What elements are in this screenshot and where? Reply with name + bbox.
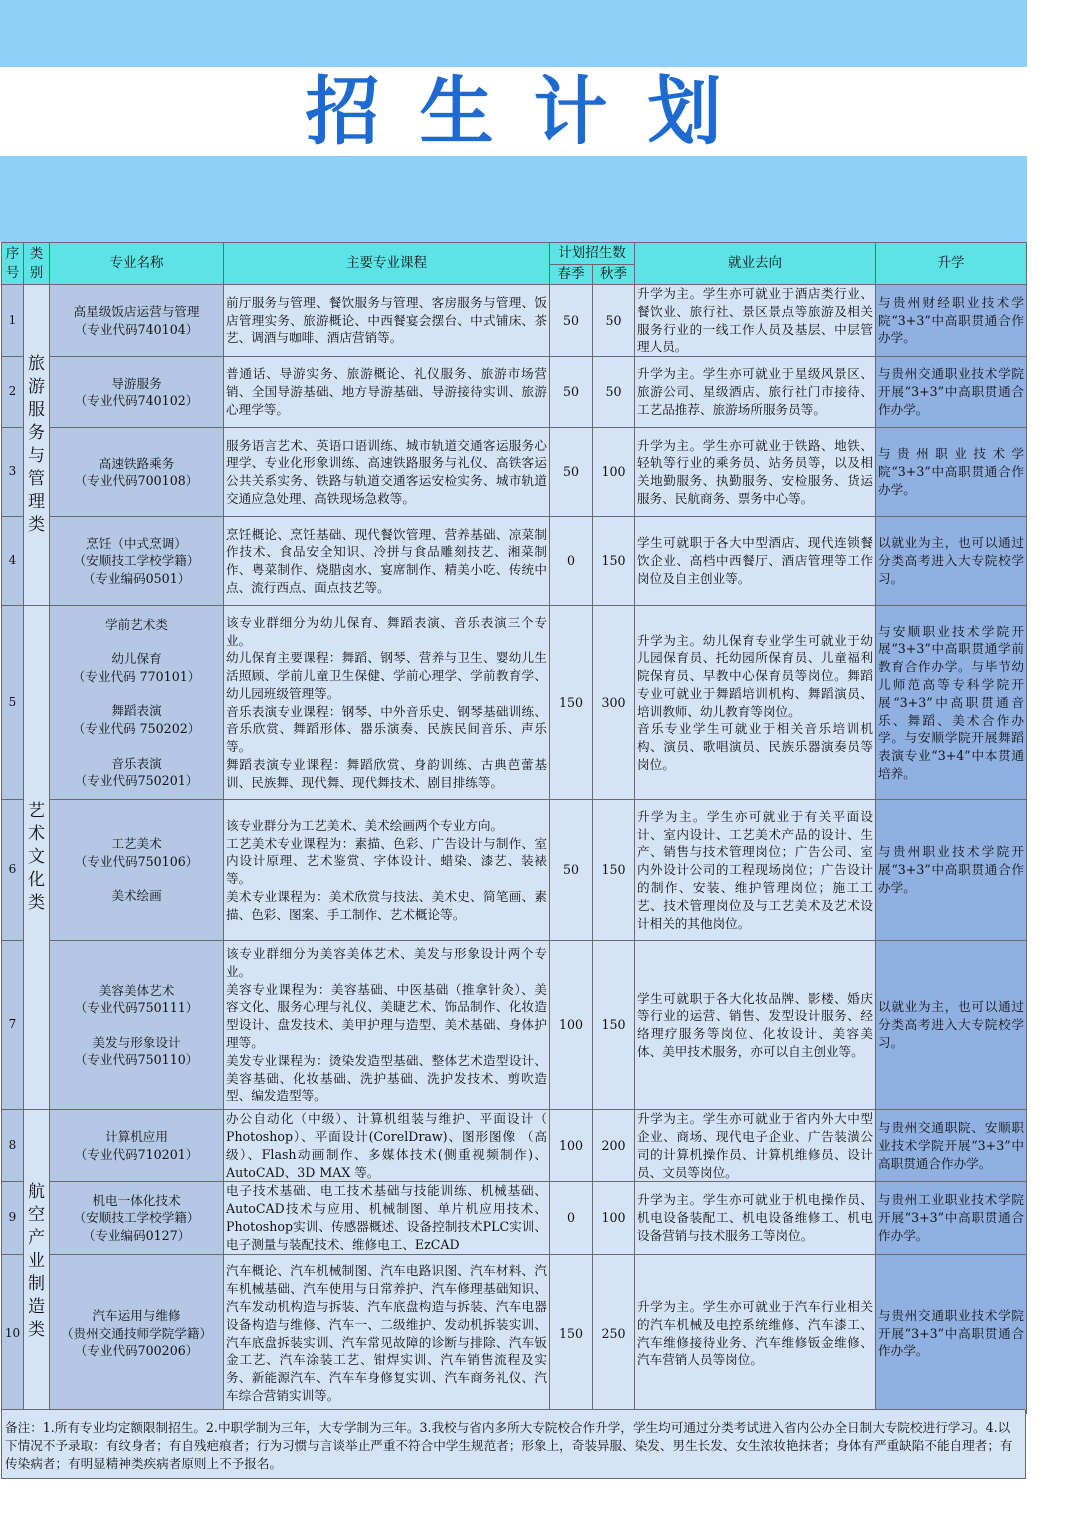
table-row (2, 941, 1027, 1110)
row-index: 7 (2, 941, 24, 1110)
major-name-line: （专业代码740104） (74, 321, 199, 337)
courses-cell (224, 517, 550, 606)
major-name-line: 工艺美术 (111, 836, 162, 852)
major-name-cell (50, 1254, 224, 1413)
employment-cell (635, 357, 876, 428)
spring-count: 0 (550, 517, 593, 606)
courses-cell (224, 1182, 550, 1254)
page-title: 招生计划 (305, 69, 762, 155)
spring-count: 50 (550, 428, 593, 517)
header-spring: 春季 (550, 265, 593, 285)
course-paragraph: 幼儿保育主要课程：舞蹈、钢琴、营养与卫生、婴幼儿生活照顾、学前儿童卫生保健、学前心理学、学前教育学、幼儿园班级管理等。 (226, 650, 547, 701)
autumn-count: 100 (593, 1182, 635, 1254)
table-row (2, 606, 1027, 800)
major-name-line: 高速铁路乘务 (98, 455, 175, 471)
major-name-cell (50, 357, 224, 428)
further-study-cell: 与贵州交通职院、安顺职业技术学院开展“3+3”中高职贯通合作办学。 (876, 1110, 1027, 1182)
major-name-line: （专业代码750106） (74, 853, 199, 869)
course-paragraph: 该专业群细分为幼儿保育、舞蹈表演、音乐表演三个专业。 (226, 614, 547, 648)
header-employment: 就业去向 (635, 243, 876, 285)
further-study-cell: 与贵州工业职业技术学院开展“3+3”中高职贯通合作办学。 (876, 1182, 1027, 1254)
category-cell (24, 285, 50, 606)
spring-count: 50 (550, 800, 593, 941)
major-name-line: 汽车运用与维修 (92, 1308, 181, 1324)
table-row (2, 357, 1027, 428)
autumn-count: 200 (593, 1110, 635, 1182)
major-name-line: 高星级饭店运营与管理 (73, 304, 200, 319)
major-name-block (52, 835, 221, 870)
autumn-count: 250 (593, 1254, 635, 1413)
course-paragraph: 服务语言艺术、英语口语训练、城市轨道交通客运服务心理学、专业化形象训练、高速铁路服务与礼仪、高铁客运公共关系实务、铁路与轨道交通客运安检实务、城市轨道交通应急处理、高铁现场急救等。 (226, 437, 547, 506)
major-name-line: 学前艺术类 (105, 616, 168, 632)
employment-paragraph: 学生可就职于各大化妆品牌、影楼、婚庆等行业的运营、销售、发型设计服务、经络理疗服务等岗位、化妆设计、美容美体、美甲技术服务，亦可以自主创业等。 (637, 990, 873, 1059)
course-paragraph: 该专业群细分为美容美体艺术、美发与形象设计两个专业。 (226, 946, 547, 979)
row-index: 1 (2, 285, 24, 357)
major-name-line: 舞蹈表演 (111, 703, 162, 719)
major-name-line: （专业编码0501） (82, 570, 191, 586)
major-name-block (52, 755, 221, 790)
header-name: 专业名称 (50, 243, 224, 285)
spring-count: 50 (550, 285, 593, 357)
major-name-block (52, 650, 221, 685)
major-name-block (52, 303, 221, 338)
further-study-cell: 以就业为主，也可以通过分类高考进入大专院校学习。 (876, 941, 1027, 1110)
employment-cell (635, 517, 876, 606)
header-banner (0, 156, 1027, 242)
row-index: 6 (2, 800, 24, 941)
employment-paragraph: 升学为主。学生亦可就业于星级风景区、旅游公司、星级酒店、旅行社门市接待、工艺品推荐、旅游场所服务员等。 (637, 366, 873, 418)
major-name-line: （安顺技工学校学籍） (73, 1210, 200, 1226)
major-name-block (52, 1034, 221, 1069)
major-name-line: 机电一体化技术 (92, 1192, 181, 1208)
category-label: 航空产业制造类 (28, 1181, 45, 1340)
further-study-cell: 与安顺职业技术学院开展“3+3”中高职贯通学前教育合作办学。与毕节幼儿师范高等专科学院开展“3+3”中高职贯通音乐、舞蹈、美术合作办学。与安顺学院开展舞蹈表演专业“3+4”中本贯通培养。 (876, 606, 1027, 800)
major-name-line: 烹饪（中式烹调） (86, 535, 187, 551)
remarks: 备注：1.所有专业均定额限制招生。2.中职学制为三年，大专学制为三年。3.我校与省内多所大专院校合作升学，学生均可通过分类考试进入省内公办全日制大专院校进行学习。4.以下情况不予录取：有纹身者；有自残疤痕者；行为习惯与言谈举止严重不符合中学生规范者；形象上，奇装异服、染发、男生长发、女生浓妆艳抹者；身体有严重缺陷不能自理者；有传染病者；有明显精神类疾病者原则上不予报名。 (1, 1409, 1026, 1479)
course-paragraph: 普通话、导游实务、旅游概论、礼仪服务、旅游市场营销、全国导游基础、地方导游基础、导游接待实训、旅游心理学等。 (226, 366, 547, 418)
major-name-cell (50, 800, 224, 941)
autumn-count: 150 (593, 800, 635, 941)
autumn-count: 150 (593, 517, 635, 606)
major-name-block (52, 1192, 221, 1245)
courses-cell (224, 800, 550, 941)
major-name-line: （贵州交通技师学院学籍） (60, 1325, 213, 1341)
major-name-block (52, 702, 221, 737)
table-row (2, 1254, 1027, 1413)
course-paragraph: 该专业群分为工艺美术、美术绘画两个专业方向。 (226, 817, 504, 833)
course-paragraph: 前厅服务与管理、餐饮服务与管理、客房服务与管理、饭店管理实务、旅游概论、中西餐宴会摆台、中式铺床、茶艺、调酒与咖啡、酒店营销等。 (226, 294, 547, 346)
spring-count: 100 (550, 1110, 593, 1182)
major-name-line: （专业代码700108） (74, 473, 199, 489)
course-paragraph: 电子技术基础、电工技术基础与技能训练、机械基础、AutoCAD技术与应用、机械制图、单片机应用技术、Photoshop实训、传感器概述、设备控制技术PLC实训、电子测量与装配技术、维修电工、EzCAD (226, 1183, 547, 1252)
major-name-block (52, 887, 221, 905)
major-name-line: （专业代码 770101） (72, 668, 201, 684)
table-row (2, 428, 1027, 517)
course-paragraph: 音乐表演专业课程：钢琴、中外音乐史、钢琴基础训练、音乐欣赏、舞蹈形体、器乐演奏、民族民间音乐、声乐等。 (226, 703, 547, 755)
course-paragraph: 美术专业课程为：美术欣赏与技法、美术史、简笔画、素描、色彩、图案、手工制作、艺术概论等。 (226, 888, 547, 922)
category-label: 艺术文化类 (28, 801, 45, 914)
category-label: 旅游服务与管理类 (28, 354, 45, 536)
further-study-cell: 与贵州交通职业技术学院开展“3+3”中高职贯通合作办学。 (876, 357, 1027, 428)
major-name-block (52, 375, 221, 410)
employment-paragraph: 升学为主。学生亦可就业于铁路、地铁、轻轨等行业的乘务员、站务员等，以及相关地勤服务、执勤服务、安检服务、货运服务、民航商务、票务中心等。 (637, 437, 873, 506)
course-paragraph: 办公自动化（中级）、计算机组装与维护、平面设计（ Photoshop）、平面设计(CorelDraw)、图形图像 （高级）、Flash动画制作、多媒体技术(侧重视频制作)、AutoCAD、3D MAX 等。 (226, 1111, 547, 1180)
employment-paragraph: 学生可就职于各大中型酒店、现代连锁餐饮企业、高档中西餐厅、酒店管理等工作岗位及自主创业等。 (637, 535, 873, 587)
major-name-line: （专业代码710201） (74, 1146, 199, 1162)
row-index: 8 (2, 1110, 24, 1182)
employment-cell (635, 941, 876, 1110)
employment-cell (635, 800, 876, 941)
courses-cell (224, 285, 550, 357)
course-paragraph: 工艺美术专业课程为：素描、色彩、广告设计与制作、室内设计原理、艺术鉴赏、字体设计、蜡染、漆艺、装裱等。 (226, 835, 547, 887)
major-name-cell (50, 285, 224, 357)
major-name-line: 美容美体艺术 (98, 982, 175, 998)
table-row (2, 800, 1027, 941)
employment-cell (635, 1110, 876, 1182)
row-index: 10 (2, 1254, 24, 1413)
header-further: 升学 (876, 243, 1027, 285)
autumn-count: 50 (593, 357, 635, 428)
employment-cell (635, 1254, 876, 1413)
spring-count: 150 (550, 606, 593, 800)
header-autumn: 秋季 (593, 265, 635, 285)
employment-paragraph: 升学为主。学生亦可就业于有关平面设计、室内设计、工艺美术产品的设计、生产、销售与技术管理岗位；广告公司、室内外设计公司的工程现场岗位；广告设计的制作、安装、维护管理岗位；施工工艺、技术管理岗位及与工艺美术及艺术设计相关的其他岗位。 (637, 808, 873, 931)
autumn-count: 300 (593, 606, 635, 800)
course-paragraph: 美容专业课程为：美容基础、中医基础（推拿针灸）、美容文化、服务心理与礼仪、美睫艺术、饰品制作、化妆造型设计、盘发技术、美甲护理与造型、美术基础、身体护理等。 (226, 981, 547, 1051)
courses-cell (224, 1254, 550, 1413)
employment-paragraph: 升学为主。学生亦可就业于汽车行业相关的汽车机械及电控系统维修、汽车漆工、汽车维修接待业务、汽车维修钣金维修、汽车营销人员等岗位。 (637, 1298, 873, 1368)
major-name-line: 计算机应用 (105, 1129, 168, 1145)
autumn-count: 150 (593, 941, 635, 1110)
courses-cell (224, 941, 550, 1110)
enrollment-plan-table (1, 242, 1027, 1414)
major-name-cell (50, 428, 224, 517)
major-name-line: 音乐表演 (111, 755, 162, 771)
course-paragraph: 美发专业课程为：烫染发造型基础、整体艺术造型设计、美容基础、化妆基础、洗护基础、洗护发技术、剪吹造型、编发造型等。 (226, 1052, 547, 1104)
spring-count: 150 (550, 1254, 593, 1413)
course-paragraph: 汽车概论、汽车机械制图、汽车电路识图、汽车材料、汽车机械基础、汽车使用与日常养护、汽车修理基础知识、汽车发动机构造与拆装、汽车底盘构造与拆装、汽车电器设备构造与维修、汽车一、二级维护、发动机拆装实训、汽车底盘拆装实训、汽车常见故障的诊断与排除、汽车钣金工艺、汽车涂装工艺、钳焊实训、汽车销售流程及实务、新能源汽车、汽车车身修复实训、汽车商务礼仪、汽车综合营销实训等。 (226, 1263, 547, 1403)
major-name-line: （专业代码700206） (74, 1343, 199, 1359)
spring-count: 0 (550, 1182, 593, 1254)
major-name-cell (50, 1110, 224, 1182)
employment-paragraph: 升学为主。学生亦可就业于酒店类行业、餐饮业、旅行社、景区景点等旅游及相关服务行业的一线工作人员及基层、中层管理人员。 (637, 286, 873, 355)
courses-cell (224, 428, 550, 517)
row-index: 4 (2, 517, 24, 606)
header-courses: 主要专业课程 (224, 243, 550, 285)
employment-cell (635, 285, 876, 357)
major-name-cell (50, 517, 224, 606)
autumn-count: 50 (593, 285, 635, 357)
row-index: 3 (2, 428, 24, 517)
further-study-cell: 与贵州财经职业技术学院“3+3”中高职贯通合作办学。 (876, 285, 1027, 357)
courses-cell (224, 357, 550, 428)
major-name-cell (50, 1182, 224, 1254)
spring-count: 100 (550, 941, 593, 1110)
employment-paragraph: 音乐专业学生可就业于相关音乐培训机构、演员、歌唱演员、民族乐器演奏员等岗位。 (637, 721, 873, 773)
major-name-line: （专业代码750201） (74, 773, 199, 789)
row-index: 9 (2, 1182, 24, 1254)
top-banner (0, 0, 1027, 67)
course-paragraph: 烹饪概论、烹饪基础、现代餐饮管理、营养基础、凉菜制作技术、食品安全知识、冷拼与食品雕刻技艺、湘菜制作、粤菜制作、烧腊卤水、宴席制作、精美小吃、传统中点、流行西点、面点技艺等。 (226, 526, 547, 595)
employment-paragraph: 升学为主。学生亦可就业于机电操作员、机电设备装配工、机电设备维修工、机电设备营销与技术服务工等岗位。 (637, 1192, 873, 1243)
major-name-line: （专业代码750110） (74, 1052, 199, 1068)
row-index: 2 (2, 357, 24, 428)
major-name-block (52, 982, 221, 1017)
major-name-line: 美术绘画 (111, 888, 162, 904)
table-row (2, 1110, 1027, 1182)
major-name-line: 导游服务 (111, 375, 162, 391)
major-name-line: 美发与形象设计 (92, 1034, 181, 1050)
major-name-line: （专业代码740102） (74, 393, 199, 409)
further-study-cell: 与贵州交通职业技术学院开展“3+3”中高职贯通合作办学。 (876, 1254, 1027, 1413)
spring-count: 50 (550, 357, 593, 428)
major-name-block (52, 1307, 221, 1360)
major-name-cell (50, 941, 224, 1110)
major-name-line: （专业编码0127） (82, 1227, 191, 1243)
major-name-block (52, 455, 221, 490)
major-name-cell (50, 606, 224, 800)
employment-paragraph: 升学为主。学生亦可就业于省内外大中型企业、商场、现代电子企业、广告装潢公司的计算机操作员、计算机维修员、设计员、文员等岗位。 (637, 1111, 873, 1180)
major-name-block (52, 616, 221, 634)
employment-cell (635, 428, 876, 517)
table-row (2, 1182, 1027, 1254)
header-index: 序号 (2, 243, 24, 285)
major-name-line: （专业代码 750202） (72, 720, 201, 736)
category-cell (24, 1110, 50, 1413)
courses-cell (224, 606, 550, 800)
course-paragraph: 舞蹈表演专业课程：舞蹈欣赏、身韵训练、古典芭蕾基训、民族舞、现代舞、现代舞技术、剧目排练等。 (226, 757, 547, 790)
header-category: 类别 (24, 243, 50, 285)
major-name-line: （安顺技工学校学籍） (73, 553, 200, 569)
row-index: 5 (2, 606, 24, 800)
major-name-block (52, 1128, 221, 1163)
table-row (2, 285, 1027, 357)
category-cell (24, 606, 50, 1110)
employment-paragraph: 升学为主。幼儿保育专业学生可就业于幼儿园保育员、托幼园所保育员、儿童福利院保育员、早教中心保育员等岗位。舞蹈专业可就业于舞蹈培训机构、舞蹈演员、培训教师、幼儿教育等岗位。 (637, 632, 873, 719)
courses-cell (224, 1110, 550, 1182)
header-plan: 计划招生数 (550, 243, 635, 265)
further-study-cell: 以就业为主，也可以通过分类高考进入大专院校学习。 (876, 517, 1027, 606)
major-name-line: （专业代码750111） (74, 1000, 199, 1016)
employment-cell (635, 606, 876, 800)
major-name-line: 幼儿保育 (111, 651, 162, 667)
employment-cell (635, 1182, 876, 1254)
table-row (2, 517, 1027, 606)
autumn-count: 100 (593, 428, 635, 517)
major-name-block (52, 535, 221, 588)
further-study-cell: 与贵州职业技术学院“3+3”中高职贯通合作办学。 (876, 428, 1027, 517)
further-study-cell: 与贵州职业技术学院开展“3+3”中高职贯通合作办学。 (876, 800, 1027, 941)
